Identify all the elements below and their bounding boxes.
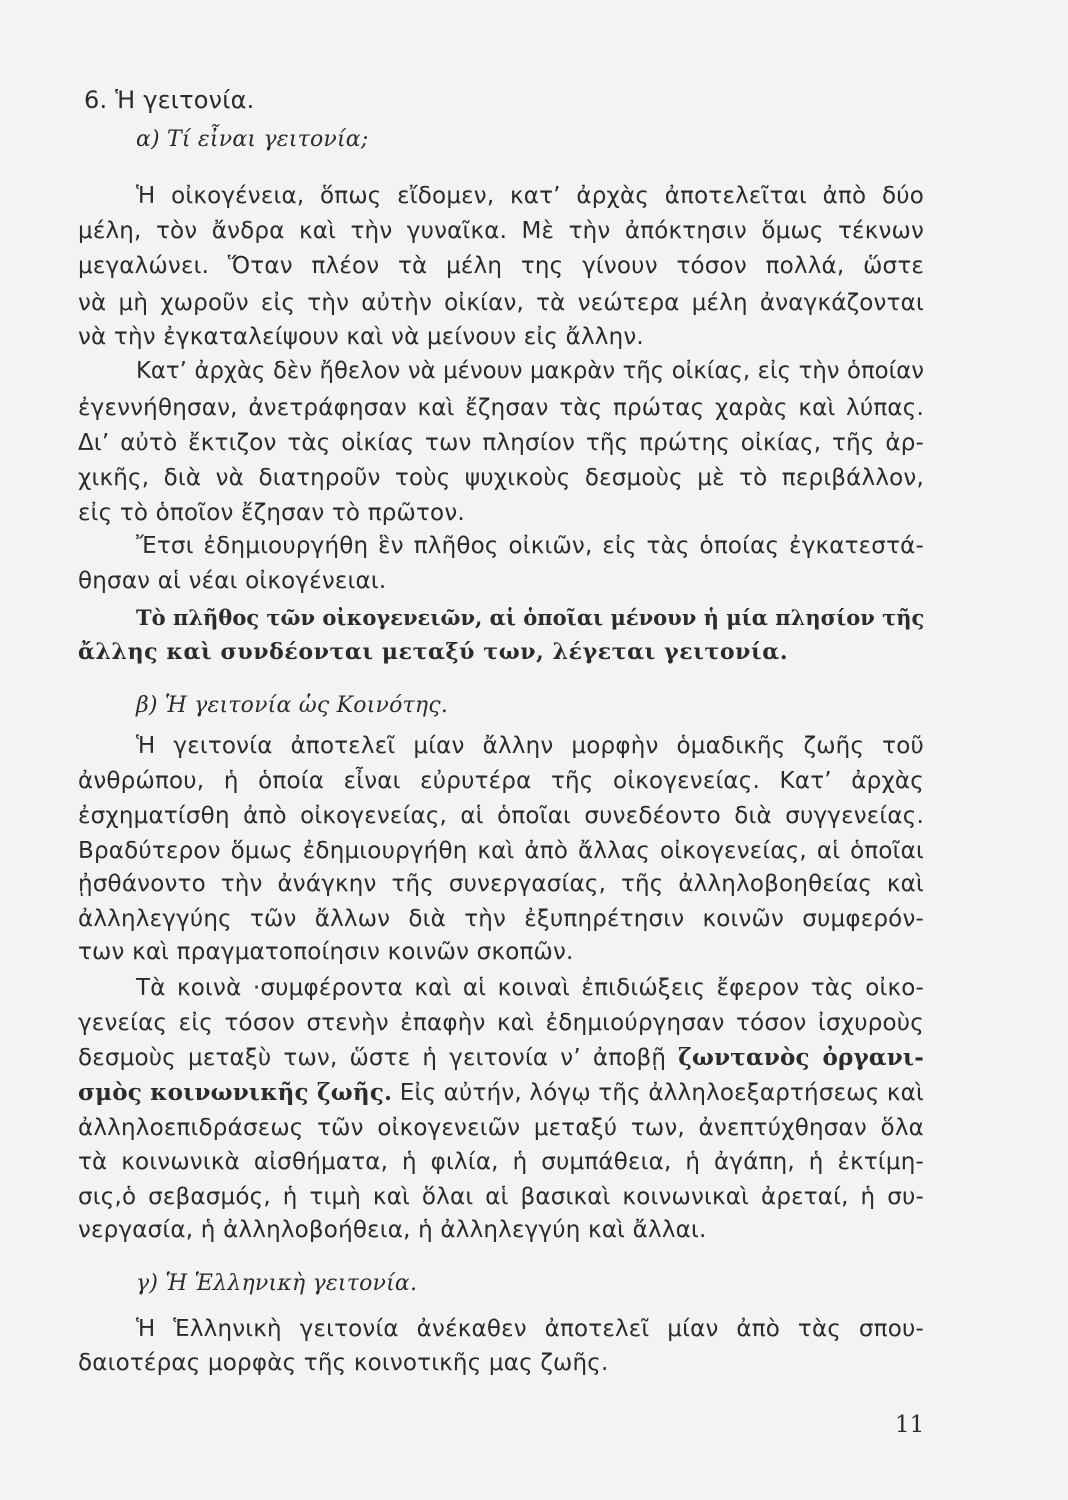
- section-b-p2-line3-text: δεσμοὺς μεταξὺ των, ὥστε ἡ γειτονία ν’ ἀποβῇ: [78, 1045, 679, 1071]
- section-b-p1-line: ἀνθρώπου, ἡ ὁποία εἶναι εὐρυτέρα τῆς οἰκογενείας. Κατ’ ἀρχὰς: [78, 768, 924, 794]
- section-a-p2-line: χικῆς, διὰ νὰ διατηροῦν τοὺς ψυχικοὺς δεσμοὺς μὲ τὸ περιβάλλον,: [78, 465, 924, 491]
- chapter-title: 6. Ἡ γειτονία.: [84, 86, 255, 114]
- section-b-p1-line: Ἡ γειτονία ἀποτελεῖ μίαν ἄλλην μορφὴν ὁμαδικῆς ζωῆς τοῦ: [136, 733, 924, 759]
- section-a-p1-line: μεγαλώνει. Ὅταν πλέον τὰ μέλη της γίνουν τόσον πολλά, ὥστε: [78, 253, 924, 279]
- section-b-p2-line4-text: Εἰς αὐτήν, λόγῳ τῆς ἀλληλοεξαρτήσεως καὶ: [392, 1080, 924, 1106]
- section-b-p1-line: ᾐσθάνοντο τὴν ἀνάγκην τῆς συνεργασίας, τῆς ἀλληλοβοηθείας καὶ: [78, 871, 924, 897]
- section-a-p2-line: Κατ’ ἀρχὰς δὲν ἤθελον νὰ μένουν μακρὰν τῆς οἰκίας, εἰς τὴν ὁποίαν: [136, 358, 924, 384]
- section-b-p1-line: Βραδύτερον ὅμως ἐδημιουργήθη καὶ ἀπὸ ἄλλας οἰκογενείας, αἱ ὁποῖαι: [78, 838, 924, 864]
- section-a-p1-line: Ἡ οἰκογένεια, ὅπως εἴδομεν, κατ’ ἀρχὰς ἀποτελεῖται ἀπὸ δύο: [136, 183, 924, 209]
- section-c-heading: γ) Ἡ Ἑλληνικὴ γειτονία.: [136, 1271, 418, 1296]
- section-a-p1-line: νὰ τὴν ἐγκαταλείψουν καὶ νὰ μείνουν εἰς ἄλλην.: [78, 324, 644, 350]
- section-a-p2-line: Δι’ αὐτὸ ἔκτιζον τὰς οἰκίας των πλησίον τῆς πρώτης οἰκίας, τῆς ἀρ-: [78, 430, 924, 456]
- section-a-p1-line: μέλη, τὸν ἄνδρα καὶ τὴν γυναῖκα. Μὲ τὴν ἀπόκτησιν ὅμως τέκνων: [78, 218, 924, 244]
- section-a-heading: α) Τί εἶναι γειτονία;: [136, 127, 369, 152]
- section-b-p2-line: τὰ κοινωνικὰ αἰσθήματα, ἡ φιλία, ἡ συμπάθεια, ἡ ἀγάπη, ἡ ἐκτίμη-: [78, 1149, 924, 1175]
- page-number: 11: [895, 1412, 925, 1438]
- section-b-p2-line: γενείας εἰς τόσον στενὴν ἐπαφὴν καὶ ἐδημιούργησαν τόσον ἰσχυροὺς: [78, 1010, 924, 1036]
- section-b-p1-line: ἀλληλεγγύης τῶν ἄλλων διὰ τὴν ἐξυπηρέτησιν κοινῶν συμφερόν-: [78, 906, 924, 932]
- section-b-p2-line: Τὰ κοινὰ ·συμφέροντα καὶ αἱ κοιναὶ ἐπιδιώξεις ἔφερον τὰς οἰκο-: [136, 975, 924, 1001]
- section-b-p1-line: ἐσχηματίσθη ἀπὸ οἰκογενείας, αἱ ὁποῖαι συνεδέοντο διὰ συγγενείας.: [78, 803, 924, 829]
- section-c-p1-line: Ἡ Ἑλληνικὴ γειτονία ἀνέκαθεν ἀποτελεῖ μίαν ἀπὸ τὰς σπου-: [136, 1316, 924, 1342]
- section-b-p2-line: ἀλληλοεπιδράσεως τῶν οἰκογενειῶν μεταξύ των, ἀνεπτύχθησαν ὅλα: [78, 1115, 924, 1141]
- section-b-p2-line: [78, 1075, 924, 1111]
- section-a-p3-line: θησαν αἱ νέαι οἰκογένειαι.: [78, 568, 387, 594]
- section-a-p3-line: Ἔτσι ἐδημιουργήθη ἓν πλῆθος οἰκιῶν, εἰς τὰς ὁποίας ἐγκατεστά-: [136, 533, 924, 559]
- section-b-heading: β) Ἡ γειτονία ὡς Κοινότης.: [136, 693, 449, 718]
- section-b-p2-line: [78, 1040, 924, 1076]
- section-b-p2-line3-bold: ζωντανὸς ὀργανι-: [678, 1044, 924, 1071]
- section-b-p1-line: των καὶ πραγματοποίησιν κοινῶν σκοπῶν.: [78, 939, 574, 965]
- section-a-p2-line: εἰς τὸ ὁποῖον ἔζησαν τὸ πρῶτον.: [78, 500, 465, 526]
- section-b-p2-line4-bold: σμὸς κοινωνικῆς ζωῆς.: [78, 1079, 393, 1106]
- section-b-p2-line: νεργασία, ἡ ἀλληλοβοήθεια, ἡ ἀλληλεγγύη καὶ ἄλλαι.: [78, 1217, 707, 1243]
- definition-line: ἄλλης καὶ συνδέονται μεταξύ των, λέγεται γειτονία.: [78, 639, 789, 665]
- definition-line: Τὸ πλῆθος τῶν οἰκογενειῶν, αἱ ὁποῖαι μένουν ἡ μία πλησίον τῆς: [136, 605, 925, 630]
- section-b-p2-line: σις,ὁ σεβασμός, ἡ τιμὴ καὶ ὅλαι αἱ βασικαὶ κοινωνικαὶ ἀρεταί, ἡ συ-: [78, 1184, 924, 1210]
- section-a-p1-line: νὰ μὴ χωροῦν εἰς τὴν αὐτὴν οἰκίαν, τὰ νεώτερα μέλη ἀναγκάζονται: [78, 290, 924, 316]
- section-a-p2-line: ἐγεννήθησαν, ἀνετράφησαν καὶ ἔζησαν τὰς πρώτας χαρὰς καὶ λύπας.: [78, 395, 924, 421]
- section-c-p1-line: δαιοτέρας μορφὰς τῆς κοινοτικῆς μας ζωῆς.: [78, 1350, 609, 1376]
